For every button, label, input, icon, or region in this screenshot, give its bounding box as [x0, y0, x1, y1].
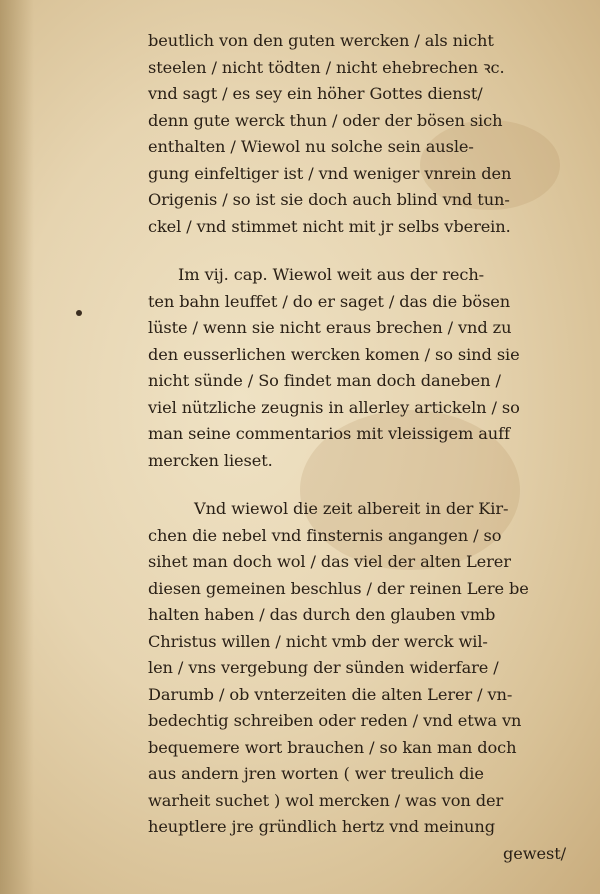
text-line: den eusserlichen wercken komen / so sind sie — [148, 344, 520, 364]
text-line: warheit suchet ) wol mercken / was von der — [148, 790, 504, 810]
text-line: bequemere wort brauchen / so kan man doch — [148, 737, 517, 757]
text-line: viel nützliche zeugnis in allerley artickeln / so — [148, 397, 520, 417]
ink-blot — [76, 310, 82, 316]
text-line: Im vij. cap. Wiewol weit aus der rech- — [178, 265, 485, 284]
text-line: lüste / wenn sie nicht eraus brechen / vnd zu — [148, 318, 512, 337]
text-line: bedechtig schreiben oder reden / vnd etwa vn — [148, 711, 522, 730]
page-edge-shadow — [0, 0, 34, 894]
text-line: gung einfeltiger ist / vnd weniger vnrein den — [148, 163, 512, 183]
text-line: man seine commentarios mit vleissigem auff — [148, 424, 510, 443]
text-block — [148, 28, 576, 867]
text-line: enthalten / Wiewol nu solche sein ausle- — [148, 137, 474, 156]
text-line: nicht sünde / So findet man doch daneben / — [148, 371, 501, 390]
text-line: heuptlere jre gründlich hertz vnd meinung — [148, 817, 495, 836]
text-line: chen die nebel vnd finsternis angangen / so — [148, 525, 502, 545]
paragraph-1 — [148, 28, 576, 240]
text-line: ckel / vnd stimmet nicht mit jr selbs vberein. — [148, 216, 511, 236]
text-line: mercken lieset. — [148, 450, 273, 470]
paragraph-3 — [148, 496, 576, 841]
text-line: vnd sagt / es sey ein höher Gottes dienst/ — [148, 84, 483, 103]
text-line: steelen / nicht tödten / nicht ehebrechen ꝛc. — [148, 57, 505, 77]
catchword: gewest/ — [503, 843, 566, 863]
text-line: beutlich von den guten wercken / als nicht — [148, 31, 494, 50]
text-line: Christus willen / nicht vmb der werck wil- — [148, 631, 488, 651]
text-line: aus andern jren worten ( wer treulich die — [148, 764, 484, 783]
text-line: sihet man doch wol / das viel der alten Lerer — [148, 552, 511, 571]
text-line: ten bahn leuffet / do er saget / das die bösen — [148, 291, 511, 311]
text-line: Origenis / so ist sie doch auch blind vnd tun- — [148, 190, 510, 209]
text-line: Darumb / ob vnterzeiten die alten Lerer / vn- — [148, 684, 513, 704]
paragraph-2 — [148, 262, 576, 474]
text-line: len / vns vergebung der sünden widerfare / — [148, 658, 499, 677]
text-line: denn gute werck thun / oder der bösen sich — [148, 110, 503, 130]
text-line: halten haben / das durch den glauben vmb — [148, 605, 496, 624]
text-line: diesen gemeinen beschlus / der reinen Lere be — [148, 578, 529, 598]
text-line: Vnd wiewol die zeit albereit in der Kir- — [194, 499, 509, 518]
